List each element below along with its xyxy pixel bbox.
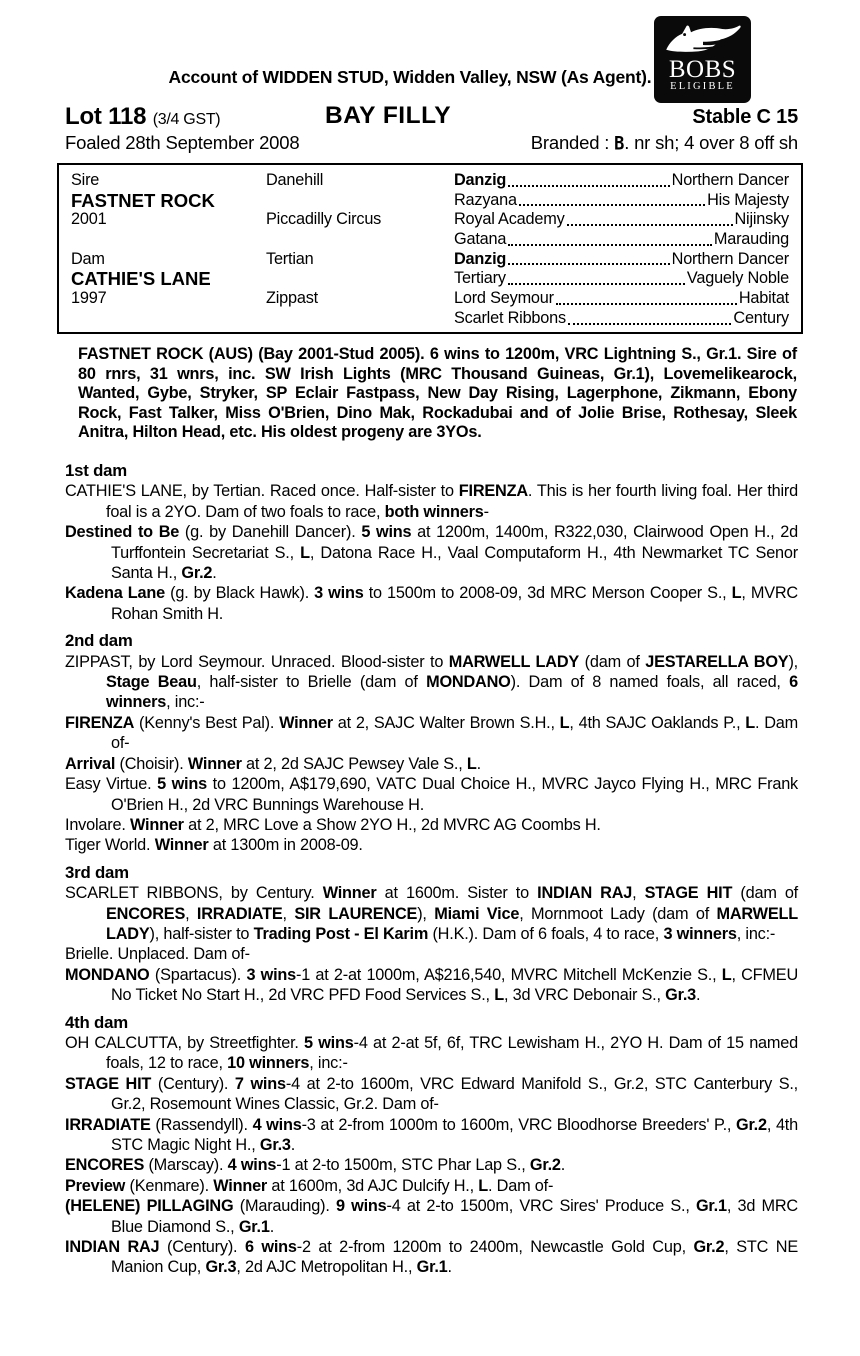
text-run: - (483, 502, 489, 521)
pedigree-empty-cell (266, 230, 454, 250)
text-run: . (447, 1258, 452, 1277)
pedigree-grandparents (454, 289, 789, 309)
text-run: (H.K.). Dam of 6 foals, 4 to race, (428, 924, 664, 943)
text-run: CATHIE'S LANE, by Tertian. Raced once. Half-sister to (65, 482, 459, 501)
text-run: at 2, 2d SAJC Pewsey Vale S., (241, 754, 467, 773)
text-run: Destined to Be (65, 523, 180, 542)
branded-info (531, 132, 798, 155)
text-run: , Datona Race H., Vaal Computaform H., 4th Newmarket TC Senor Santa H., (111, 543, 798, 583)
section-heading: 2nd dam (65, 631, 133, 651)
text-run: at 2, MRC Love a Show 2YO H., 2d MVRC AG Coombs H. (183, 815, 601, 834)
section-1st-dam (65, 461, 798, 624)
pedigree-grandparents (454, 250, 789, 270)
horse-sex-title: BAY FILLY (325, 102, 452, 129)
text-run: (Kenmare). (125, 1176, 214, 1195)
pedigree-empty-cell (71, 230, 266, 250)
text-run: Kadena Lane (65, 584, 165, 603)
text-run: . This is her fourth living foal. Her third foal is a 2YO. Dam of two foals to race, (106, 482, 798, 521)
text-run: INDIAN RAJ (537, 884, 633, 903)
text-run: OH CALCUTTA, by Streetfighter. (65, 1033, 305, 1052)
lot-number (65, 103, 220, 131)
text-run: STAGE HIT (65, 1074, 152, 1093)
progeny-subsubentry (65, 1196, 798, 1237)
text-run: (g. by Black Hawk). (164, 584, 315, 603)
great-grandsire: Northern Dancer (671, 171, 789, 189)
pedigree-row (71, 210, 789, 230)
foal-row (65, 132, 798, 155)
grandsire: Royal Academy (454, 210, 565, 229)
progeny-subentry (65, 1176, 798, 1196)
progeny-subentry (65, 1115, 798, 1156)
text-run: . (290, 1136, 296, 1154)
text-run: L (559, 713, 570, 732)
text-run: (Marscay). (144, 1156, 228, 1175)
stable-number: Stable C 15 (692, 106, 798, 128)
text-run: (HELENE) PILLAGING (65, 1197, 234, 1216)
dot-leader (519, 204, 705, 206)
text-run: -4 at 2-to 1600m, VRC Edward Manifold S., Gr.2, STC Canterbury S., Gr.2, Rosemount Wines Classic, Gr.2. Dam of- (111, 1074, 799, 1114)
text-run: (dam of (732, 884, 799, 903)
granddam: Razyana (454, 190, 517, 209)
text-run: 6 wins (244, 1238, 297, 1257)
text-run: MONDANO (65, 965, 150, 984)
text-run: , 4th STC Magic Night H., (111, 1115, 798, 1154)
branded-label: Branded : (530, 132, 615, 153)
text-run: FIRENZA (65, 713, 135, 732)
text-run: L (721, 965, 732, 984)
pedigree-row (71, 309, 789, 329)
lot-label: Lot 118 (65, 103, 147, 130)
progeny-entry (65, 815, 798, 835)
gst-note: (3/4 GST) (152, 111, 221, 128)
text-run: FASTNET ROCK (AUS) (Bay 2001-Stud 2005). 6 wins to 1200m, VRC Lightning S., Gr.1. Sire of 80 rnrs, 31 wnrs, inc. SW Irish Lights (MRC Thousand Guineas, Gr.1), Lovemelikearock, Wanted, Gybe, Stryker, SP Eclair Fastpass, New Day Rising, Lagerphone, Zikmann, Ebony Rock, Fast Talker, Miss O'Brien, Dino Mak, Rockadubai and of Jolie Brise, Rothesay, Sleek Anitra, Hilton Head, etc. His oldest progeny are 3YOs. (78, 345, 797, 442)
text-run: (Choisir). (115, 754, 188, 773)
text-run: 6 winners (106, 673, 798, 712)
text-run: 7 wins (234, 1074, 286, 1093)
dot-leader (508, 185, 669, 187)
dot-leader (508, 244, 712, 246)
granddam: Scarlet Ribbons (454, 308, 566, 327)
text-run: MONDANO (426, 673, 511, 692)
pedigree-table (57, 163, 803, 334)
pedigree-grandparents (454, 309, 789, 329)
text-run: 3 wins (314, 584, 364, 603)
text-run: 5 wins (157, 775, 207, 794)
text-run: (Rassendyll). (150, 1115, 253, 1134)
text-run: , 4th SAJC Oaklands P., (569, 713, 746, 732)
pedigree-row (71, 230, 789, 250)
granddam: Gatana (454, 230, 507, 249)
pedigree-parent: Tertian (266, 249, 314, 268)
section-4th-dam (65, 1013, 798, 1278)
text-run: . Dam of- (111, 713, 798, 753)
horse-head-icon (663, 23, 743, 59)
pedigree-grandparents (454, 171, 789, 191)
text-run: STAGE HIT (644, 884, 733, 903)
branded-detail: . nr sh; 4 over 8 off sh (624, 132, 798, 153)
text-run: ). Dam of 8 named foals, all raced, (510, 673, 790, 692)
text-run: ENCORES (106, 904, 186, 923)
text-run: 3 winners (663, 924, 737, 943)
brand-symbol: B (614, 133, 625, 155)
sire-year: 2001 (71, 210, 107, 229)
progeny-entry (65, 583, 798, 624)
dam-paragraph (65, 883, 798, 944)
text-run: , CFMEU No Ticket No Start H., 2d VRC PFD Food Services S., (111, 965, 799, 1005)
grandsire: Danzig (454, 249, 507, 268)
text-run: Gr.3 (259, 1136, 291, 1154)
pedigree-grandparents (454, 191, 789, 211)
text-run: at 2, SAJC Walter Brown S.H., (332, 713, 560, 732)
great-grandsire: Marauding (713, 230, 789, 249)
text-run: Gr.2 (693, 1238, 725, 1257)
text-run: Winner (213, 1176, 268, 1195)
text-run: (Spartacus). (149, 965, 247, 984)
text-run: Tiger World. (65, 836, 155, 855)
dam-year: 1997 (71, 289, 107, 308)
text-run: at 1600m. Sister to (376, 884, 538, 903)
text-run: ), (417, 904, 435, 923)
text-run: Gr.1 (416, 1258, 448, 1277)
text-run: (dam of (579, 652, 646, 671)
great-grandsire: Northern Dancer (671, 249, 789, 268)
pedigree-grandparents (454, 230, 789, 250)
dam-paragraph (65, 1033, 798, 1074)
text-run: -2 at 2-from 1200m to 2400m, Newcastle Gold Cup, (296, 1238, 694, 1257)
dot-leader (567, 224, 733, 226)
grandsire: Lord Seymour (454, 289, 554, 308)
text-run: (Marauding). (233, 1197, 336, 1216)
foaled-date: Foaled 28th September 2008 (65, 132, 300, 153)
text-run: , MVRC Rohan Smith H. (111, 584, 798, 623)
bobs-eligible-logo (654, 16, 751, 103)
text-run: to 1200m, A$179,690, VATC Dual Choice H., MVRC Jayco Flying H., MRC Frank O'Brien H., 2d VRC Bunnings Warehouse H. (111, 775, 798, 814)
text-run: , Mornmoot Lady (dam of (519, 904, 717, 923)
pedigree-row (71, 191, 789, 211)
text-run: at 1600m, 3d AJC Dulcify H., (267, 1176, 479, 1195)
text-run: (Century). (151, 1074, 235, 1093)
text-run: 10 winners (227, 1054, 310, 1073)
bobs-logo-title: BOBS (668, 56, 737, 83)
text-run: Miami Vice (434, 904, 520, 923)
text-run: L (494, 986, 504, 1005)
text-run: -4 at 2-to 1500m, VRC Sires' Produce S., (386, 1197, 696, 1216)
text-run: both winners (384, 502, 484, 521)
text-run: . Dam of- (488, 1176, 554, 1195)
text-run: Gr.2 (529, 1156, 561, 1175)
text-run: Involare. (65, 815, 130, 834)
progeny-entry (65, 713, 798, 754)
pedigree-grandparents (454, 210, 789, 230)
text-run: . (696, 986, 701, 1005)
text-run: (Kenny's Best Pal). (134, 713, 280, 732)
text-run: -1 at 2-to 1500m, STC Phar Lap S., (276, 1156, 530, 1175)
text-run: L (466, 754, 477, 773)
progeny-entry (65, 522, 798, 583)
text-run: Arrival (65, 754, 116, 773)
text-run: FIRENZA (458, 482, 528, 501)
text-run: SCARLET RIBBONS, by Century. (65, 884, 323, 903)
text-run: Winner (279, 713, 333, 732)
text-run: 5 wins (361, 523, 412, 542)
text-run: 5 wins (304, 1033, 354, 1052)
text-run: -4 at 2-at 5f, 6f, TRC Lewisham H., 2YO H. Dam of 15 named foals, 12 to race, (106, 1033, 798, 1073)
dot-leader (556, 303, 737, 305)
text-run: JESTARELLA BOY (645, 652, 789, 671)
section-heading: 3rd dam (65, 862, 129, 882)
text-run: Preview (65, 1176, 126, 1195)
section-2nd-dam (65, 631, 798, 855)
text-run: , 3d MRC Blue Diamond S., (111, 1197, 798, 1236)
text-run: , STC NE Manion Cup, (111, 1238, 798, 1277)
pedigree-parent: Danehill (266, 171, 324, 189)
progeny-entry (65, 774, 798, 815)
text-run: 3 wins (246, 965, 296, 984)
text-run: L (478, 1176, 489, 1195)
text-run: 9 wins (335, 1197, 387, 1216)
text-run: INDIAN RAJ (65, 1238, 160, 1257)
text-run: L (731, 584, 742, 603)
text-run: , (185, 904, 197, 923)
section-heading: 4th dam (65, 1012, 128, 1032)
pedigree-parent (266, 191, 454, 211)
text-run: Brielle. Unplaced. Dam of- (65, 945, 250, 964)
progeny-entry (65, 944, 798, 964)
dam-sections (65, 461, 798, 1278)
pedigree-row (71, 289, 789, 309)
text-run: Gr.2 (181, 564, 213, 583)
progeny-subentry (65, 754, 798, 774)
dot-leader (568, 323, 731, 325)
sire-name: FASTNET ROCK (71, 189, 215, 211)
text-run: . (560, 1156, 566, 1175)
text-run: IRRADIATE (65, 1115, 151, 1134)
text-run: , 2d AJC Metropolitan H., (236, 1258, 417, 1277)
section-3rd-dam (65, 863, 798, 1006)
bobs-logo-subtitle: ELIGIBLE (670, 81, 735, 92)
pedigree-parent: Piccadilly Circus (266, 210, 382, 229)
text-run: ZIPPAST, by Lord Seymour. Unraced. Blood-sister to (65, 652, 449, 671)
text-run: SIR LAURENCE (294, 904, 418, 923)
stallion-summary-paragraph (78, 345, 797, 443)
text-run: L (300, 543, 310, 562)
text-run: (Century). (159, 1238, 245, 1257)
text-run: at 1200m, 1400m, R322,030, Clairwood Open H., 2d Turffontein Secretariat S., (111, 523, 798, 562)
text-run: , (282, 904, 295, 923)
text-run: Trading Post - El Karim (253, 924, 429, 943)
text-run: ), (788, 652, 798, 671)
text-run: Winner (322, 884, 377, 903)
text-run: Gr.2 (735, 1115, 767, 1134)
text-run: at 1300m in 2008-09. (208, 836, 363, 855)
text-run: MARWELL LADY (448, 652, 580, 671)
text-run: 4 wins (227, 1156, 277, 1175)
text-run: . (269, 1217, 275, 1236)
text-run: to 1500m to 2008-09, 3d MRC Merson Cooper S., (363, 584, 732, 603)
grandsire: Danzig (454, 171, 507, 189)
great-grandsire: Habitat (738, 289, 789, 308)
text-run: , inc:- (166, 693, 205, 712)
text-run: , inc:- (309, 1054, 348, 1073)
text-run: 4 wins (252, 1115, 302, 1134)
section-heading: 1st dam (65, 461, 128, 480)
text-run: ), half-sister to (149, 924, 254, 943)
text-run: L (745, 713, 756, 732)
text-run: , 3d VRC Debonair S., (503, 986, 666, 1005)
pedigree-row (71, 250, 789, 270)
dam-paragraph (65, 481, 798, 522)
text-run: -1 at 2-at 1000m, A$216,540, MVRC Mitchell McKenzie S., (296, 965, 722, 984)
pedigree-row (71, 171, 789, 191)
pedigree-empty-cell (71, 309, 266, 329)
text-run: Easy Virtue. (65, 775, 158, 794)
text-run: Gr.1 (695, 1197, 727, 1216)
pedigree-parent (266, 269, 454, 289)
dam-name: CATHIE'S LANE (71, 268, 211, 290)
text-run: Gr.3 (205, 1258, 237, 1277)
pedigree-parent: Zippast (266, 289, 318, 308)
progeny-subentry (65, 965, 798, 1006)
text-run: Gr.3 (665, 986, 697, 1005)
progeny-entry (65, 835, 798, 855)
granddam: Tertiary (454, 269, 506, 288)
great-grandsire: Century (733, 308, 789, 327)
text-run: Gr.1 (238, 1217, 270, 1236)
text-run: Stage Beau (106, 673, 197, 692)
lot-row (65, 98, 798, 131)
text-run: , (632, 884, 645, 903)
text-run: IRRADIATE (196, 904, 283, 923)
pedigree-grandparents (454, 269, 789, 289)
text-run: Winner (129, 815, 184, 834)
text-run: , half-sister to Brielle (dam of (196, 673, 427, 692)
text-run: (g. by Danehill Dancer). (179, 523, 362, 542)
text-run: . (476, 754, 481, 773)
account-line: Account of WIDDEN STUD, Widden Valley, NSW (As Agent). (168, 67, 652, 87)
pedigree-row (71, 269, 789, 289)
text-run: MARWELL LADY (106, 904, 798, 943)
text-run: ENCORES (65, 1156, 145, 1175)
progeny-entry (65, 1074, 798, 1115)
great-grandsire: His Majesty (707, 190, 789, 209)
progeny-subentry (65, 1155, 798, 1175)
pedigree-role: Dam (71, 249, 105, 268)
text-run: , inc:- (736, 924, 776, 943)
dot-leader (508, 283, 685, 285)
great-grandsire: Nijinsky (734, 210, 789, 229)
text-run: Winner (154, 836, 209, 855)
dot-leader (508, 263, 669, 265)
text-run: -3 at 2-from 1000m to 1600m, VRC Bloodhorse Breeders' P., (301, 1115, 736, 1134)
progeny-entry (65, 1237, 798, 1278)
text-run: Winner (187, 754, 242, 773)
dam-paragraph (65, 652, 798, 713)
text-run: . (212, 564, 217, 583)
pedigree-empty-cell (266, 309, 454, 329)
pedigree-role: Sire (71, 171, 100, 189)
great-grandsire: Vaguely Noble (686, 269, 789, 288)
